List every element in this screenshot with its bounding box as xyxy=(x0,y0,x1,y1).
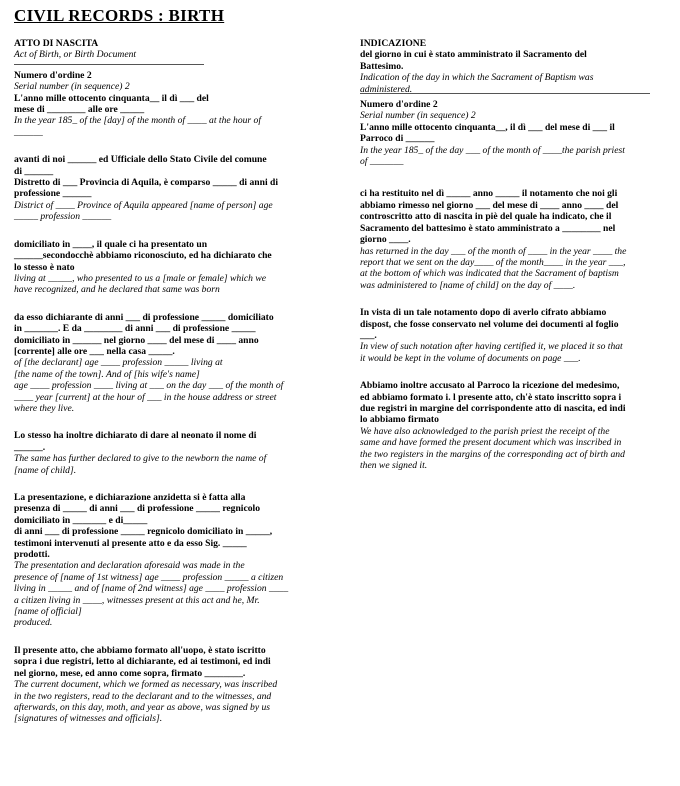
italian-line: due registri in margine del corrispondente atto di nascita, ed indi xyxy=(360,402,626,414)
italian-line: ______. xyxy=(14,441,46,453)
english-line: where they live. xyxy=(14,402,75,414)
paragraph-year xyxy=(14,93,332,139)
italian-line: prodotti. xyxy=(14,549,50,561)
serial-number-label: Numero d'ordine 2 xyxy=(360,99,438,111)
birth-act-heading: ATTO DI NASCITA xyxy=(14,38,99,49)
paragraph-domicile xyxy=(14,239,332,296)
english-line: of [the declarant] age ____ profession _____ living at xyxy=(14,357,223,369)
italian-line: La presentazione, e dichiarazione anzidetta si è fatta alla xyxy=(14,492,246,503)
italian-line: Distretto di ___ Provincia di Aquila, è comparso _____ di anni di xyxy=(14,177,279,189)
paragraph-year xyxy=(360,122,660,168)
italian-line: ci ha restituito nel dì _____ anno _____ il notamento che noi gli xyxy=(360,188,618,200)
english-line: In view of such notation after having certified it, we placed it so that xyxy=(360,341,623,353)
english-line: has returned in the day ___ of the month of ____ in the year ____ the xyxy=(360,245,627,257)
english-line: [the name of the town]. And of [his wife's name] xyxy=(14,368,200,380)
italian-line: ed abbiamo formato i. l presente atto, ch'è stato inscritto sopra i xyxy=(360,391,622,403)
italian-line: lo abbiamo firmato xyxy=(360,414,439,426)
english-line: District of ____ Province of Aquila appeared [name of person] age xyxy=(14,199,273,211)
english-line: report that we sent on the day____ of the month____ in the year ___, xyxy=(360,256,626,268)
italian-line: L'anno mille ottocento cinquanta__ il dì ___ del xyxy=(14,92,209,104)
italian-line: giorno ____. xyxy=(360,234,411,246)
italian-line: Parroco di ______ xyxy=(360,133,435,145)
italian-line: ___. xyxy=(360,329,377,341)
italian-line: mese di ________ alle ore _____ xyxy=(14,104,145,116)
serial-number-translation: Serial number (in sequence) 2 xyxy=(360,110,476,122)
english-line: of _______ xyxy=(360,156,404,168)
italian-line: controscritto atto di nascita in piè del quale ha indicato, che il xyxy=(360,211,612,223)
english-line: ______ xyxy=(14,126,43,138)
english-line: a citizen living in ____, witnesses present at this act and he, Mr. xyxy=(14,594,260,606)
english-line: the two registers in the margins of the corresponding act of birth and xyxy=(360,448,625,460)
paragraph-notation xyxy=(360,307,660,364)
paragraph-report xyxy=(360,188,660,291)
italian-line: L'anno mille ottocento cinquanta__, il dì ___ del mese di ___ il xyxy=(360,121,615,133)
italian-line: nel giorno, mese, ed anno come sopra, firmato ________. xyxy=(14,667,246,679)
english-line: [signatures of witnesses and officials]. xyxy=(14,713,163,725)
italian-line: professione ______ xyxy=(14,188,92,200)
paragraph-official xyxy=(14,154,332,222)
heading-rule xyxy=(14,64,204,65)
italian-line: Lo stesso ha inoltre dichiarato di dare al neonato il nome di xyxy=(14,430,257,442)
english-line: at the bottom of which was indicated that the Sacrament of baptism xyxy=(360,268,619,280)
italian-line: abbiamo rimesso nel giorno ___ del mese di ____ anno ____ del xyxy=(360,199,619,211)
english-line: In the year 185_ of the [day] of the month of ____ at the hour of xyxy=(14,115,262,127)
english-line: [name of official] xyxy=(14,606,82,618)
italian-line: Sacramento del battesimo è stato amministrato a ________ nel xyxy=(360,222,616,234)
serial-number-translation: Serial number (in sequence) 2 xyxy=(14,81,130,93)
paragraph-declarant xyxy=(14,312,332,415)
english-line: was administered to [name of child] on the day of ____. xyxy=(360,279,576,291)
serial-number-label: Numero d'ordine 2 xyxy=(14,69,92,81)
italian-line: In vista di un tale notamento dopo di averlo cifrato abbiamo xyxy=(360,307,607,319)
italian-line: ______secondocchè abbiamo riconosciuto, ed ha dichiarato che xyxy=(14,250,272,262)
birth-act-column xyxy=(14,38,332,732)
english-line: _____ profession ______ xyxy=(14,211,112,223)
english-line: The same has further declared to give to the newborn the name of xyxy=(14,453,267,465)
italian-line: [corrente] alle ore ___ nella casa _____. xyxy=(14,345,175,357)
english-line: presence of [name of 1st witness] age ____ profession _____ a citizen xyxy=(14,571,284,583)
english-line: The current document, which we formed as necessary, was inscribed xyxy=(14,679,278,691)
italian-line: di ______ xyxy=(14,165,54,177)
paragraph-name xyxy=(14,430,332,476)
english-line: living in _____ and of [name of 2nd witness] age ____ profession ____ xyxy=(14,583,289,595)
english-line: We have also acknowledged to the parish priest the receipt of the xyxy=(360,425,610,437)
italian-line: dispost, che fosse conservato nel volume dei documenti al foglio xyxy=(360,318,619,330)
page-title: CIVIL RECORDS : BIRTH xyxy=(14,6,225,25)
italian-line: testimoni intervenuti al presente atto e da esso Sig. _____ xyxy=(14,537,247,549)
english-line: In the year 185_ of the day ___ of the month of ____the parish priest xyxy=(360,144,625,156)
italian-line: lo stesso è nato xyxy=(14,261,75,273)
italian-line: sopra i due registri, letto al dichiarante, ed ai testimoni, ed indi xyxy=(14,656,271,668)
indication-heading: INDICAZIONE xyxy=(360,38,427,49)
english-line: living at _____, who presented to us a [male or female] which we xyxy=(14,272,266,284)
italian-line: di anni ___ di professione _____ regnicolo domiciliato in _____, xyxy=(14,526,273,538)
english-line: then we signed it. xyxy=(360,460,428,471)
english-line: produced. xyxy=(14,617,53,629)
italian-line: Il presente atto, che abbiamo formato all'uopo, è stato iscritto xyxy=(14,644,266,656)
english-line: ____ year [current] at the hour of ___ in the house address or street xyxy=(14,391,277,403)
baptism-indication-column xyxy=(360,38,660,478)
english-line: [name of child]. xyxy=(14,464,77,476)
italian-line: domiciliato in ____, il quale ci ha presentato un xyxy=(14,238,208,250)
italian-line: del giorno in cui è stato amministrato il Sacramento del xyxy=(360,49,587,61)
italian-line: avanti di noi ______ ed Ufficiale dello Stato Civile del comune xyxy=(14,154,267,166)
italian-line: presenza di _____ di anni ___ di professione _____ regnicolo xyxy=(14,503,260,515)
italian-line: domiciliato in _______ e di_____ xyxy=(14,514,148,526)
english-line: have recognized, and he declared that same was born xyxy=(14,284,220,296)
italian-line: in _______. E da ________ di anni ___ di professione _____ xyxy=(14,323,256,335)
english-line: The presentation and declaration aforesaid was made in the xyxy=(14,560,245,572)
english-line: administered. xyxy=(360,83,413,95)
paragraph-witnesses xyxy=(14,492,332,629)
paragraph-acknowledgement xyxy=(360,380,660,471)
english-line: Indication of the day in which the Sacrament of Baptism was xyxy=(360,72,594,84)
italian-line: Abbiamo inoltre accusato al Parroco la ricezione del medesimo, xyxy=(360,380,620,392)
english-line: in the two registers, read to the declarant and to the witnesses, and xyxy=(14,690,272,702)
paragraph-signature xyxy=(14,645,332,725)
english-line: afterwards, on this day, moth, and year as above, was signed by us xyxy=(14,701,270,713)
birth-act-heading-translation: Act of Birth, or Birth Document xyxy=(14,49,137,61)
italian-line: da esso dichiarante di anni ___ di professione _____ domiciliato xyxy=(14,311,274,323)
english-line: same and have formed the present document which was inscribed in xyxy=(360,437,622,449)
italian-line: Battesimo. xyxy=(360,60,404,72)
english-line: age ____ profession ____ living at ___ on the day ___ of the month of xyxy=(14,380,284,392)
english-line: it would be kept in the volume of documents on page ___. xyxy=(360,352,581,364)
italian-line: domiciliato in ______ nel giorno ____ del mese di ____ anno xyxy=(14,334,259,346)
